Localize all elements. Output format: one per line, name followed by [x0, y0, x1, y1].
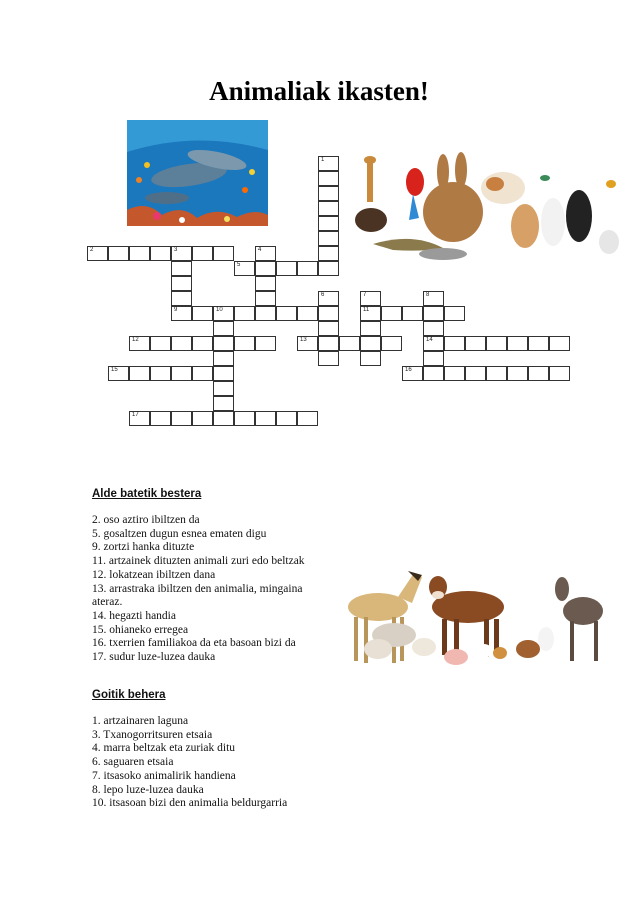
crossword-cell[interactable]	[486, 366, 507, 381]
crossword-cell[interactable]	[318, 336, 339, 351]
crossword-cell[interactable]	[318, 201, 339, 216]
crossword-cell[interactable]	[234, 261, 255, 276]
crossword-cell[interactable]	[423, 351, 444, 366]
clue-item: 6. saguaren etsaia	[92, 756, 174, 769]
across-heading: Alde batetik bestera	[92, 488, 202, 500]
crossword-cell[interactable]	[444, 366, 465, 381]
crossword-cell[interactable]	[318, 186, 339, 201]
clue-number: 13	[300, 337, 307, 343]
clue-number: 6	[321, 292, 325, 298]
crossword-cell[interactable]	[528, 336, 549, 351]
crossword-cell[interactable]	[318, 351, 339, 366]
clue-item: 8. lepo luze-luzea dauka	[92, 783, 204, 796]
crossword-cell[interactable]	[423, 321, 444, 336]
crossword-cell[interactable]	[465, 366, 486, 381]
crossword-cell[interactable]	[192, 246, 213, 261]
crossword-cell[interactable]	[360, 291, 381, 306]
across-clue-list	[92, 514, 332, 665]
crossword-cell[interactable]	[129, 366, 150, 381]
crossword-cell[interactable]	[87, 246, 108, 261]
crossword-cell[interactable]	[171, 246, 192, 261]
crossword-cell[interactable]	[255, 291, 276, 306]
crossword-cell[interactable]	[297, 336, 318, 351]
crossword-cell[interactable]	[255, 261, 276, 276]
crossword-cell[interactable]	[255, 411, 276, 426]
crossword-cell[interactable]	[129, 336, 150, 351]
crossword-cell[interactable]	[507, 336, 528, 351]
crossword-cell[interactable]	[507, 366, 528, 381]
crossword-cell[interactable]	[192, 306, 213, 321]
crossword-cell[interactable]	[234, 336, 255, 351]
crossword-cell[interactable]	[297, 306, 318, 321]
clue-number: 14	[426, 337, 433, 343]
crossword-cell[interactable]	[171, 276, 192, 291]
crossword-cell[interactable]	[318, 171, 339, 186]
crossword-cell[interactable]	[213, 351, 234, 366]
crossword-cell[interactable]	[318, 306, 339, 321]
crossword-cell[interactable]	[150, 366, 171, 381]
crossword-cell[interactable]	[381, 306, 402, 321]
crossword-cell[interactable]	[528, 366, 549, 381]
crossword-cell[interactable]	[213, 381, 234, 396]
crossword-cell[interactable]	[276, 411, 297, 426]
crossword-cell[interactable]	[360, 336, 381, 351]
crossword-cell[interactable]	[192, 411, 213, 426]
crossword-cell[interactable]	[276, 261, 297, 276]
clue-number: 9	[174, 307, 178, 313]
crossword-cell[interactable]	[129, 411, 150, 426]
crossword-cell[interactable]	[297, 261, 318, 276]
clue-number: 16	[405, 367, 412, 373]
clue-number: 8	[426, 292, 430, 298]
clue-number: 3	[174, 247, 178, 253]
crossword-cell[interactable]	[213, 366, 234, 381]
crossword-cell[interactable]	[150, 336, 171, 351]
down-heading: Goitik behera	[92, 689, 166, 701]
crossword-cell[interactable]	[423, 291, 444, 306]
crossword-cell[interactable]	[171, 291, 192, 306]
clue-item: 9. zortzi hanka dituzte	[92, 541, 195, 554]
clue-number: 12	[132, 337, 139, 343]
crossword-cell[interactable]	[171, 261, 192, 276]
crossword-cell[interactable]	[318, 231, 339, 246]
crossword-cell[interactable]	[213, 411, 234, 426]
crossword-cell[interactable]	[381, 336, 402, 351]
crossword-cell[interactable]	[108, 366, 129, 381]
crossword-cell[interactable]	[213, 306, 234, 321]
crossword-cell[interactable]	[171, 306, 192, 321]
crossword-cell[interactable]	[255, 336, 276, 351]
crossword-cell[interactable]	[549, 366, 570, 381]
page-title: Animaliak ikasten!	[209, 76, 429, 106]
clue-number: 2	[90, 247, 94, 253]
crossword-cell[interactable]	[234, 411, 255, 426]
crossword-cell[interactable]	[192, 336, 213, 351]
crossword-cell[interactable]	[297, 411, 318, 426]
crossword-cell[interactable]	[318, 156, 339, 171]
clue-item: 2. oso aztiro ibiltzen da	[92, 514, 200, 526]
crossword-cell[interactable]	[171, 336, 192, 351]
crossword-cell[interactable]	[150, 246, 171, 261]
crossword-cell[interactable]	[423, 336, 444, 351]
crossword-cell[interactable]	[255, 246, 276, 261]
clue-number: 5	[237, 262, 241, 268]
crossword-cell[interactable]	[318, 216, 339, 231]
crossword-cell[interactable]	[486, 336, 507, 351]
crossword-cell[interactable]	[129, 246, 150, 261]
clue-item: 1. artzainaren laguna	[92, 715, 189, 727]
crossword-cell[interactable]	[171, 366, 192, 381]
crossword-cell[interactable]	[108, 246, 129, 261]
clue-item: 15. ohianeko erregea	[92, 623, 189, 636]
clue-number: 17	[132, 412, 139, 418]
clue-number: 10	[216, 307, 223, 313]
crossword-cell[interactable]	[423, 366, 444, 381]
crossword-cell[interactable]	[318, 246, 339, 261]
crossword-cell[interactable]	[402, 366, 423, 381]
crossword-cell[interactable]	[465, 336, 486, 351]
clue-number: 1	[321, 157, 325, 163]
crossword-cell[interactable]	[255, 276, 276, 291]
crossword-cell[interactable]	[360, 321, 381, 336]
clue-item: 16. txerrien familiakoa da eta basoan bizi da	[92, 637, 296, 650]
crossword-cell[interactable]	[339, 336, 360, 351]
clue-item: 13. arrastraka ibiltzen den animalia, mingaina ateraz.	[92, 582, 303, 609]
crossword-cell[interactable]	[213, 321, 234, 336]
clue-item: 3. Txanogorritsuren etsaia	[92, 728, 213, 741]
clue-number: 4	[258, 247, 262, 253]
crossword-cell[interactable]	[213, 246, 234, 261]
clue-number: 7	[363, 292, 367, 298]
clue-item: 10. itsasoan bizi den animalia beldurgarria	[92, 797, 288, 810]
crossword-cell[interactable]	[192, 366, 213, 381]
down-clue-list	[92, 715, 332, 811]
clue-item: 14. hegazti handia	[92, 609, 176, 622]
clue-number: 11	[363, 307, 370, 313]
crossword-cell[interactable]	[276, 306, 297, 321]
clue-number: 15	[111, 367, 118, 373]
crossword-cell[interactable]	[360, 306, 381, 321]
clue-item: 17. sudur luze-luzea dauka	[92, 651, 216, 664]
crossword-cell[interactable]	[423, 306, 444, 321]
crossword-cell[interactable]	[234, 306, 255, 321]
crossword-cell[interactable]	[318, 321, 339, 336]
clue-item: 12. lokatzean ibiltzen dana	[92, 568, 216, 581]
crossword-cell[interactable]	[213, 336, 234, 351]
crossword-cell[interactable]	[171, 411, 192, 426]
crossword-cell[interactable]	[150, 411, 171, 426]
crossword-cell[interactable]	[549, 336, 570, 351]
crossword-cell[interactable]	[213, 396, 234, 411]
clue-item: 7. itsasoko animalirik handiena	[92, 769, 236, 782]
clue-item: 5. gosaltzen dugun esnea ematen digu	[92, 527, 267, 540]
clue-item: 11. artzainek dituzten animali zuri edo beltzak	[92, 555, 305, 568]
crossword-cell[interactable]	[402, 306, 423, 321]
crossword-cell[interactable]	[255, 306, 276, 321]
crossword-cell[interactable]	[360, 351, 381, 366]
crossword-cell[interactable]	[444, 306, 465, 321]
farm-animals-image	[338, 565, 610, 677]
crossword-cell[interactable]	[318, 261, 339, 276]
crossword-cell[interactable]	[444, 336, 465, 351]
clue-item: 4. marra beltzak eta zuriak ditu	[92, 742, 236, 755]
crossword-cell[interactable]	[318, 291, 339, 306]
